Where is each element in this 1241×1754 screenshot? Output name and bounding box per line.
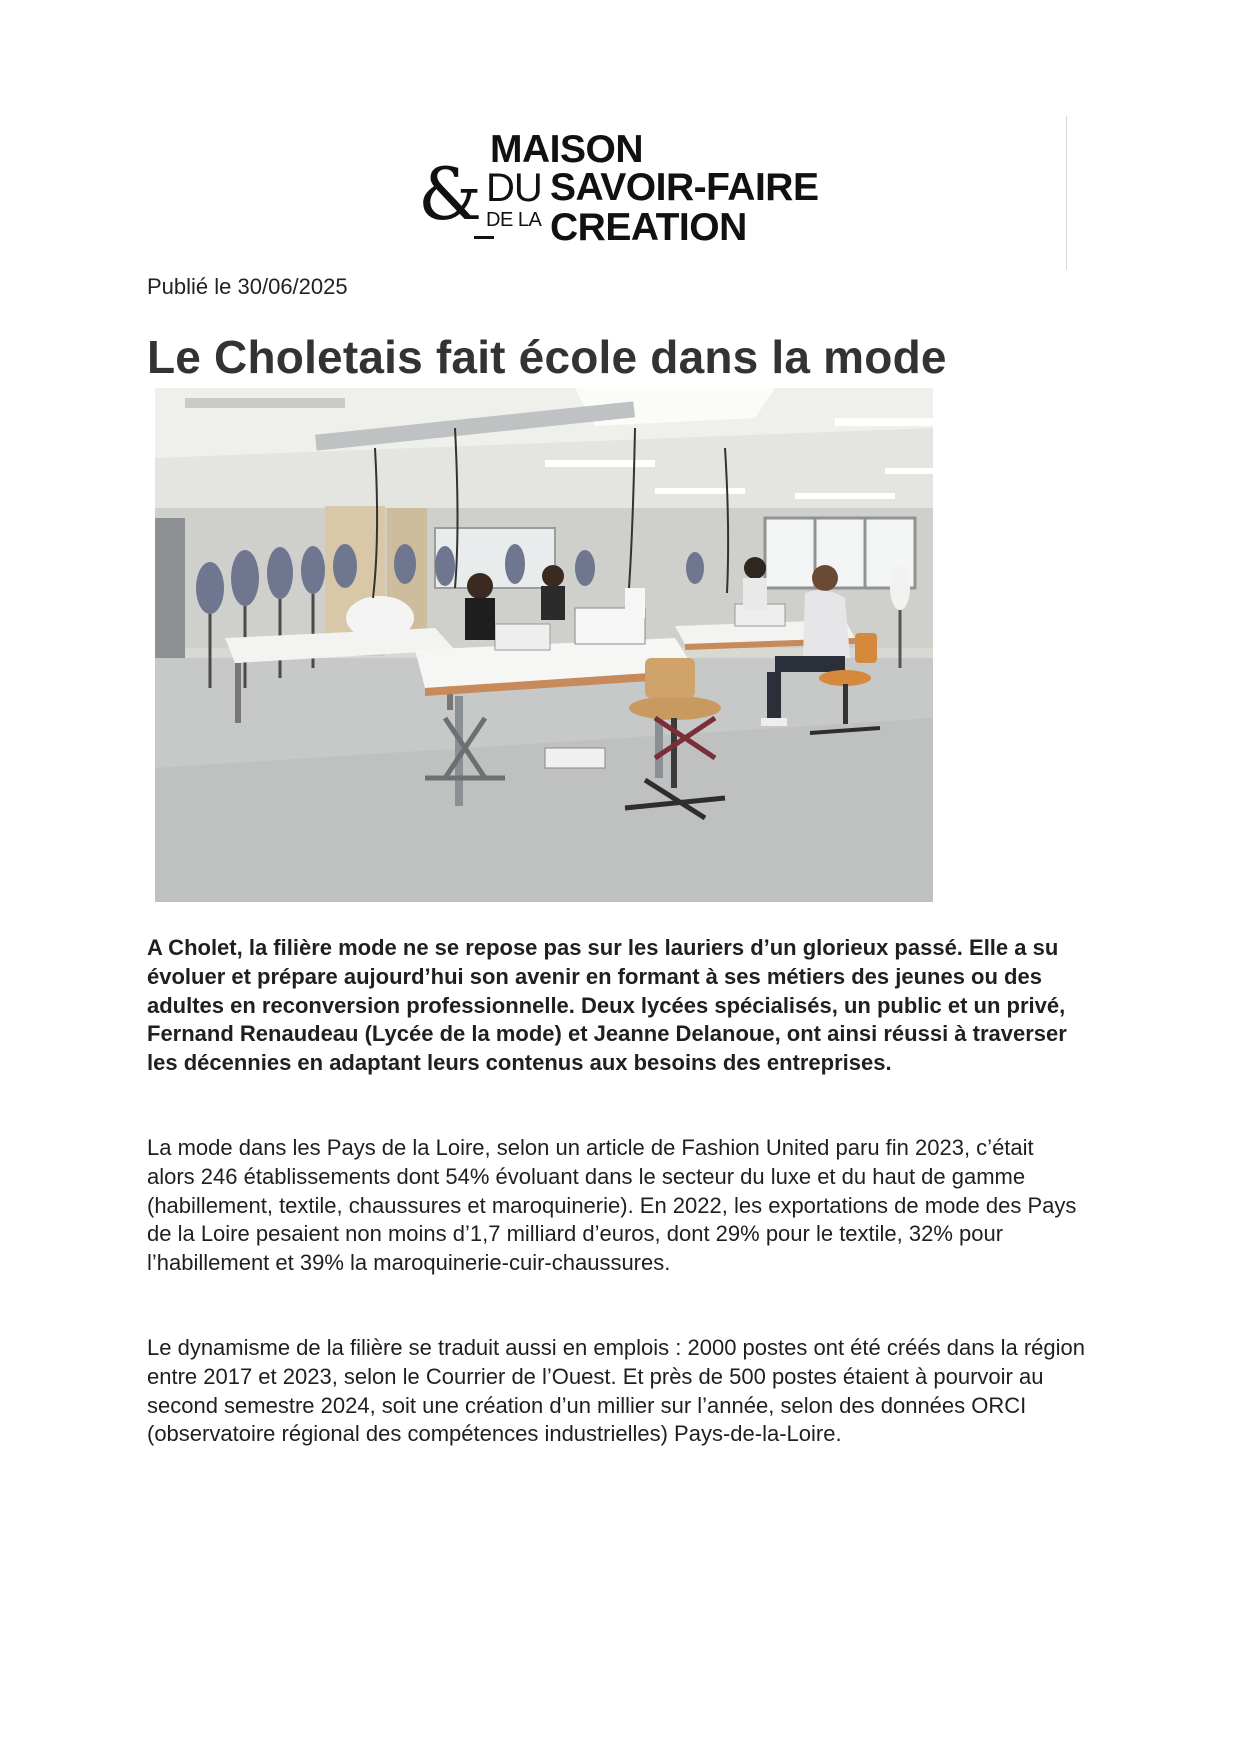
logo-line-creation: CREATION bbox=[550, 206, 747, 249]
article-paragraph-2: Le dynamisme de la filière se traduit aussi en emplois : 2000 postes ont été créés dans la région entre 2017 et 2023, selon le Courrier de l’Ouest. Et près de 500 postes étaient à pourvoir au second semestre 2024, soit une création d’un millier sur l’année, selon des données ORCI (observatoire régional des compétences industrielles) Pays-de-la-Loire. bbox=[147, 1335, 1085, 1447]
article-paragraph-1: La mode dans les Pays de la Loire, selon un article de Fashion United paru fin 2023, c’était alors 246 établissements dont 54% évoluant dans le secteur du luxe et du haut de gamme (habillement, textile, chaussures et maroquinerie). En 2022, les exportations de mode des Pays de la Loire pesaient non moins d’1,7 milliard d’euros, dont 29% pour le textile, 32% pour l’habillement et 39% la maroquinerie-cuir-chaussures. bbox=[147, 1135, 1077, 1276]
article-lead: A Cholet, la filière mode ne se repose pas sur les lauriers d’un glorieux passé. Elle a su évoluer et prépare aujourd’hui son avenir en formant à ses métiers des jeunes ou des adultes en reconversion professionnelle. Deux lycées spécialisés, un public et un privé, Fernand Renaudeau (Lycée de la mode) et Jeanne Delanoue, ont ainsi réussi à traverser les décennies en adaptant leurs contenus aux besoins des entreprises. bbox=[147, 935, 1067, 1076]
logo-dash bbox=[474, 236, 494, 239]
maison-savoir-faire-logo bbox=[418, 128, 858, 248]
publication-date: Publié le 30/06/2025 bbox=[147, 274, 348, 299]
logo-line-maison: MAISON bbox=[490, 128, 643, 171]
logo-du: DU bbox=[486, 166, 542, 210]
logo-line-savoir-faire: SAVOIR-FAIRE bbox=[550, 166, 819, 209]
sewing-workshop-photo bbox=[155, 388, 933, 902]
vertical-divider bbox=[1066, 116, 1067, 270]
logo-ampersand: & bbox=[418, 152, 483, 236]
article-title: Le Choletais fait école dans la mode bbox=[147, 331, 947, 383]
logo-de-la: DE LA bbox=[486, 209, 542, 231]
